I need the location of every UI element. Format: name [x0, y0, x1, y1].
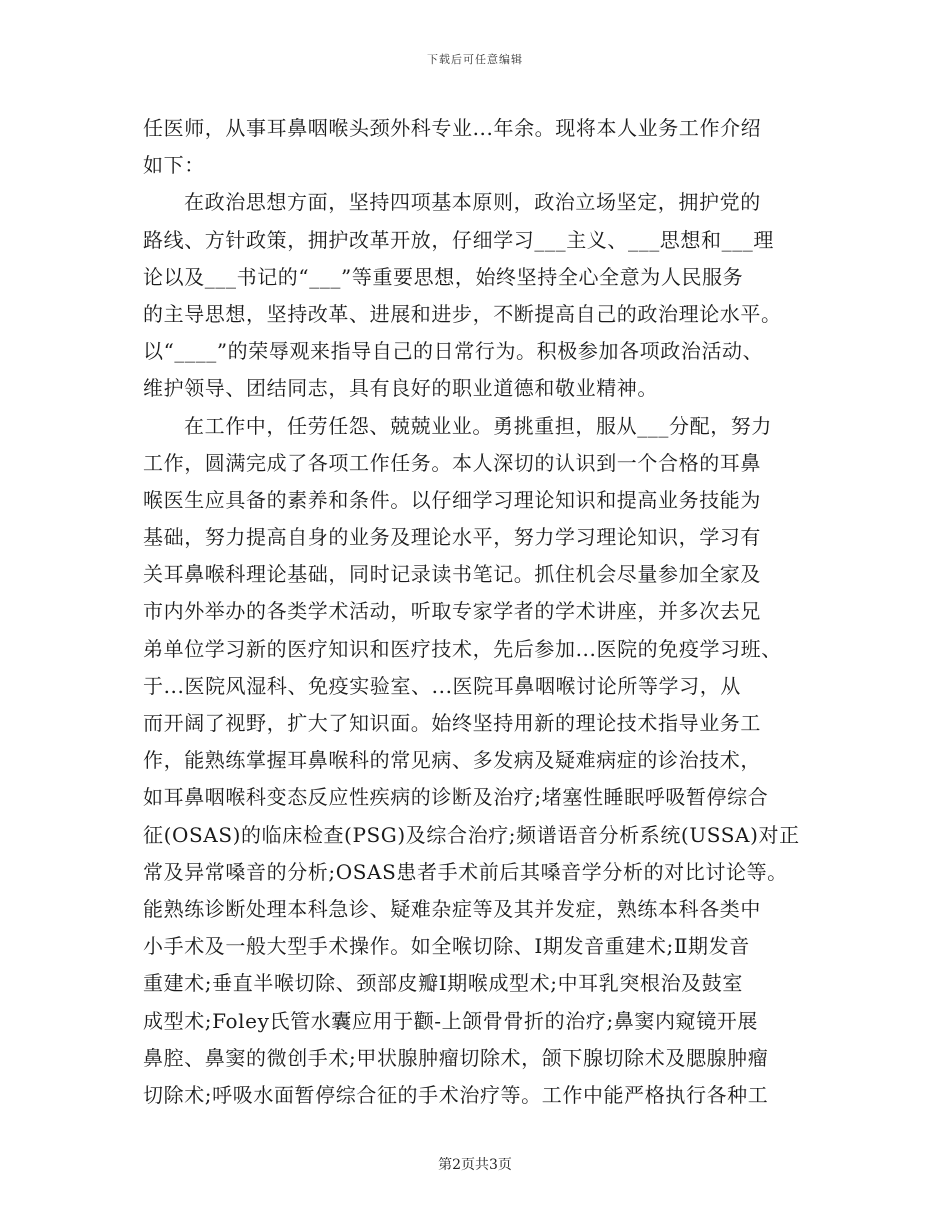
text-line: 能熟练诊断处理本科急诊、疑难杂症等及其并发症，熟练本科各类中 — [143, 896, 761, 921]
text-line: 如下： — [143, 153, 205, 178]
document-body — [143, 110, 823, 1114]
text-line: 重建术;垂直半喉切除、颈部皮瓣Ⅰ期喉成型术;中耳乳突根治及鼓室 — [143, 971, 743, 996]
text-line: 鼻腔、鼻窦的微创手术;甲状腺肿瘤切除术，颌下腺切除术及腮腺肿瘤 — [143, 1045, 769, 1070]
text-line: 市内外举办的各类学术活动，听取专家学者的学术讲座，并多次去兄 — [143, 599, 761, 624]
text-line: 征(OSAS)的临床检查(PSG)及综合治疗;频谱语音分析系统(USSA)对正 — [143, 822, 800, 847]
paragraph-start-line: 在工作中，任劳任怨、兢兢业业。勇挑重担，服从___分配，努力 — [184, 413, 772, 438]
text-line: 基础，努力提高自身的业务及理论水平，努力学习理论知识，学习有 — [143, 525, 761, 550]
paragraph-start-line: 在政治思想方面，坚持四项基本原则，政治立场坚定，拥护党的 — [184, 190, 761, 215]
text-line: 常及异常嗓音的分析;OSAS患者手术前后其嗓音学分析的对比讨论等。 — [143, 859, 788, 884]
text-line: 以“____”的荣辱观来指导自己的日常行为。积极参加各项政治活动、 — [143, 339, 764, 364]
page-number-footer: 第2页共3页 — [438, 1157, 512, 1173]
text-line: 维护领导、团结同志，具有良好的职业道德和敬业精神。 — [143, 376, 658, 401]
text-line: 弟单位学习新的医疗知识和医疗技术，先后参加...医院的免疫学习班、 — [143, 636, 782, 661]
text-line: 的主导思想，坚持改革、进展和进步，不断提高自己的政治理论水平。 — [143, 301, 782, 326]
text-line: 关耳鼻喉科理论基础，同时记录读书笔记。抓住机会尽量参加全家及 — [143, 562, 761, 587]
text-line: 成型术;Foley氏管水囊应用于颧-上颌骨骨折的治疗;鼻窦内窥镜开展 — [143, 1008, 758, 1033]
text-line: 作，能熟练掌握耳鼻喉科的常见病、多发病及疑难病症的诊治技术， — [143, 748, 761, 773]
text-line: 工作，圆满完成了各项工作任务。本人深切的认识到一个合格的耳鼻 — [143, 450, 761, 475]
text-line: 路线、方针政策，拥护改革开放，仔细学习___主义、___思想和___理 — [143, 227, 774, 252]
text-line: 于...医院风湿科、免疫实验室、...医院耳鼻咽喉讨论所等学习，从 — [143, 673, 741, 698]
text-line: 切除术;呼吸水面暂停综合征的手术治疗等。工作中能严格执行各种工 — [143, 1082, 769, 1107]
text-line: 喉医生应具备的素养和条件。以仔细学习理论知识和提高业务技能为 — [143, 487, 761, 512]
text-line: 如耳鼻咽喉科变态反应性疾病的诊断及治疗;堵塞性睡眠呼吸暂停综合 — [143, 785, 769, 810]
text-line: 任医师，从事耳鼻咽喉头颈外科专业...年余。现将本人业务工作介绍 — [143, 116, 762, 140]
text-line: 小手术及一般大型手术操作。如全喉切除、Ⅰ期发音重建术;Ⅱ期发音 — [143, 934, 750, 959]
text-line: 论以及___书记的“___”等重要思想，始终坚持全心全意为人民服务 — [143, 264, 744, 289]
page-header: 下载后可任意编辑 — [427, 53, 523, 66]
text-line: 而开阔了视野，扩大了知识面。始终坚持用新的理论技术指导业务工 — [143, 711, 761, 735]
